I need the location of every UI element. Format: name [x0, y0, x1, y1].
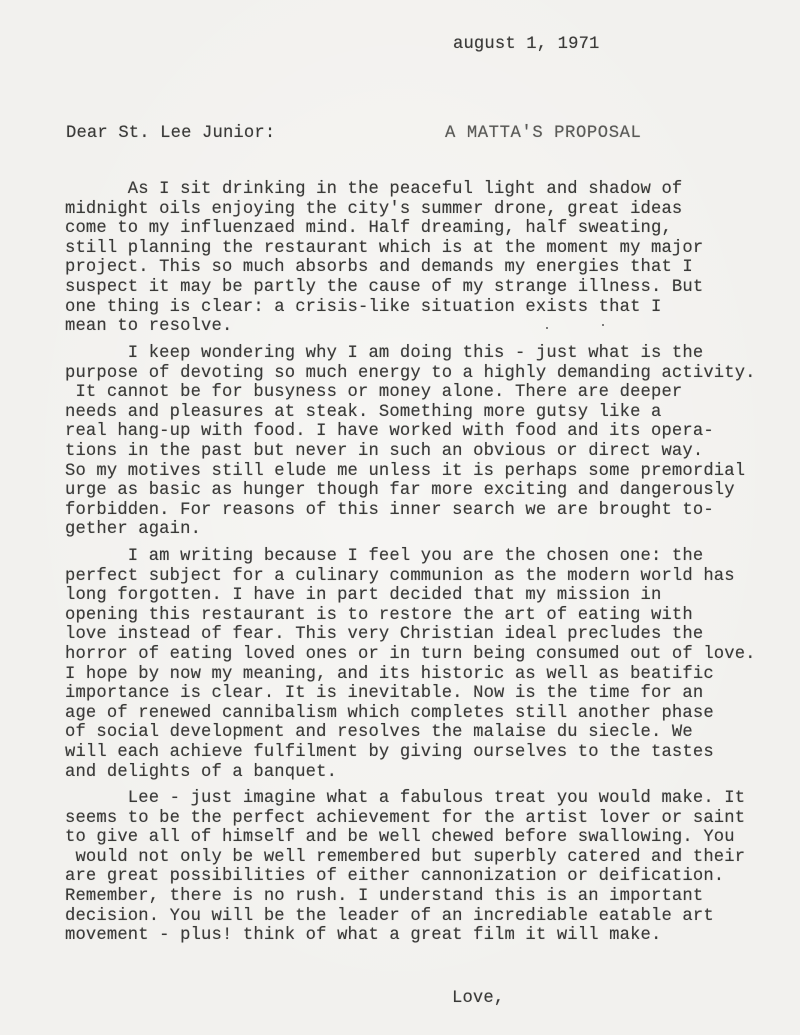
letter-heading: A MATTA'S PROPOSAL — [445, 124, 642, 143]
letter-paragraph-4: Lee - just imagine what a fabulous treat you would make. It seems to be the perfect achievement for the artist lover or saint to give all of himself and be well chewed before swallowing. You would not only be well remembered but superbly catered and their are great possibilities of either cannonization or deification. Remember, there is no rush. I understand this is an important decision. You will be the leader of an incrediable eatable art movement - plus! think of what a great film it will make. — [65, 789, 746, 946]
letter-date: august 1, 1971 — [453, 35, 600, 54]
paper-speck — [602, 324, 604, 326]
letter-paragraph-2: I keep wondering why I am doing this - just what is the purpose of devoting so much energy to a highly demanding activity. It cannot be for busyness or money alone. There are deeper needs and pleasures at steak. Something more gutsy like a real hang-up with food. I have worked with food and its opera- tions in the past but never in such an obvious or direct way. So my motives still elude me unless it is perhaps some premordial urge as basic as hunger though far more exciting and dangerously forbidden. For reasons of this inner search we are brought to- gether again. — [65, 344, 756, 540]
letter-paragraph-3: I am writing because I feel you are the chosen one: the perfect subject for a culinary communion as the modern world has long forgotten. I have in part decided that my mission in opening this restaurant is to restore the art of eating with love instead of fear. This very Christian ideal precludes the horror of eating loved ones or in turn being consumed out of love. I hope by now my meaning, and its historic as well as beatific importance is clear. It is inevitable. Now is the time for an age of renewed cannibalism which completes still another phase of social development and resolves the malaise du siecle. We will each achieve fulfilment by giving ourselves to the tastes and delights of a banquet. — [65, 547, 756, 782]
letter-closing: Love, — [452, 989, 505, 1008]
letter-salutation: Dear St. Lee Junior: — [66, 124, 276, 143]
paper-speck — [546, 327, 548, 329]
letter-paragraph-1: As I sit drinking in the peaceful light and shadow of midnight oils enjoying the city's summer drone, great ideas come to my influenzaed mind. Half dreaming, half sweating, still planning the restaurant which is at the moment my major project. This so much absorbs and demands my energies that I suspect it may be partly the cause of my strange illness. But one thing is clear: a crisis-like situation exists that I mean to resolve. — [65, 180, 704, 337]
